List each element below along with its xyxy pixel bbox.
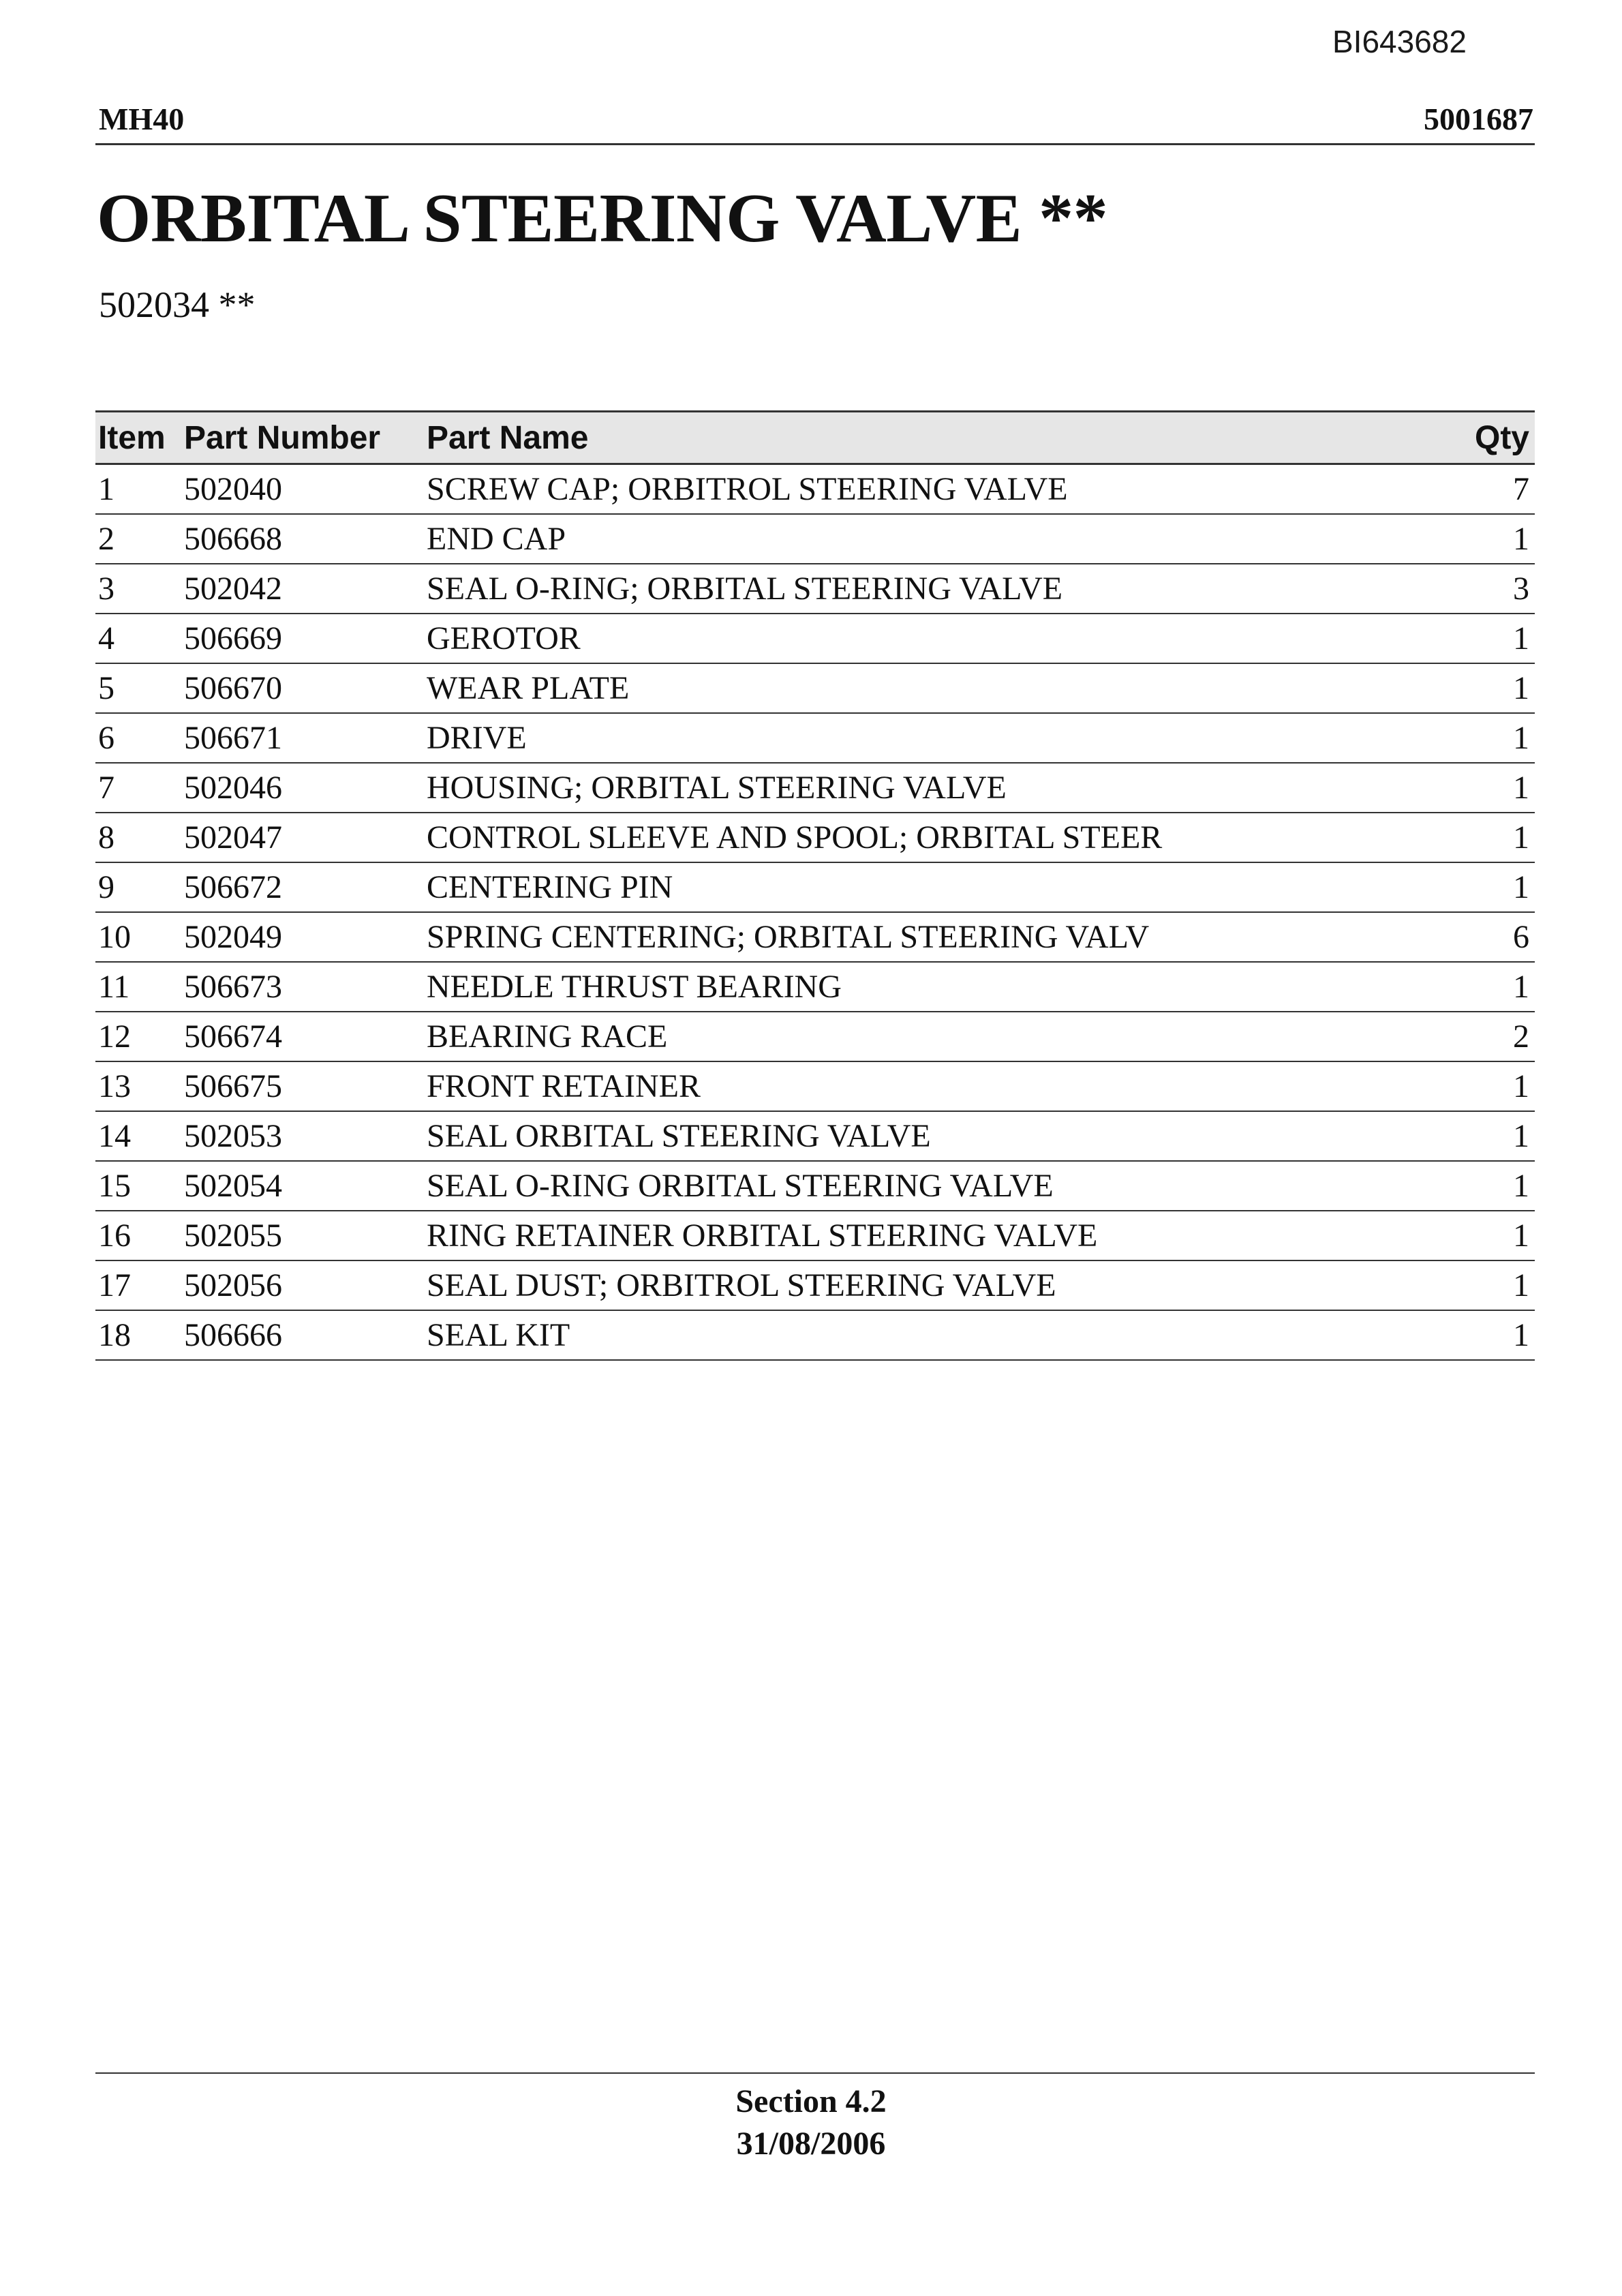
part-number-cell: 502049 [181, 912, 424, 962]
part-name-cell: HOUSING; ORBITAL STEERING VALVE [424, 763, 1433, 813]
part-name-cell: SEAL O-RING; ORBITAL STEERING VALVE [424, 564, 1433, 614]
table-header-row [95, 412, 1535, 464]
table-row [95, 1012, 1535, 1061]
part-name-cell: BEARING RACE [424, 1012, 1433, 1061]
footer-divider [95, 2072, 1535, 2074]
part-number-cell: 506670 [181, 663, 424, 713]
table-row [95, 1161, 1535, 1211]
part-name-cell: END CAP [424, 514, 1433, 564]
part-name-cell: CENTERING PIN [424, 862, 1433, 912]
model-name: MH40 [99, 102, 185, 136]
part-name-cell: DRIVE [424, 713, 1433, 763]
part-number-cell: 506674 [181, 1012, 424, 1061]
qty-cell: 2 [1433, 1012, 1535, 1061]
reference-number: 5001687 [1424, 102, 1533, 136]
parts-table [95, 410, 1535, 1361]
page-header [99, 101, 1533, 137]
part-number-cell: 502046 [181, 763, 424, 813]
qty-cell: 1 [1433, 1260, 1535, 1310]
part-number-cell: 506673 [181, 962, 424, 1012]
qty-cell: 1 [1433, 862, 1535, 912]
part-name-cell: SCREW CAP; ORBITROL STEERING VALVE [424, 464, 1433, 515]
qty-cell: 1 [1433, 763, 1535, 813]
item-cell: 17 [95, 1260, 181, 1310]
item-cell: 9 [95, 862, 181, 912]
part-name-cell: GEROTOR [424, 614, 1433, 663]
table-row [95, 614, 1535, 663]
part-number-cell: 502056 [181, 1260, 424, 1310]
item-cell: 12 [95, 1012, 181, 1061]
item-cell: 14 [95, 1111, 181, 1161]
qty-cell: 1 [1433, 1061, 1535, 1111]
part-number-cell: 502055 [181, 1211, 424, 1260]
column-header-part-number: Part Number [181, 412, 424, 464]
qty-cell: 1 [1433, 614, 1535, 663]
table-row [95, 1111, 1535, 1161]
qty-cell: 1 [1433, 514, 1535, 564]
parts-table-body [95, 464, 1535, 1361]
item-cell: 5 [95, 663, 181, 713]
item-cell: 2 [95, 514, 181, 564]
item-cell: 4 [95, 614, 181, 663]
table-row [95, 912, 1535, 962]
part-number-cell: 506669 [181, 614, 424, 663]
qty-cell: 1 [1433, 1310, 1535, 1360]
qty-cell: 1 [1433, 813, 1535, 862]
part-name-cell: SPRING CENTERING; ORBITAL STEERING VALV [424, 912, 1433, 962]
item-cell: 6 [95, 713, 181, 763]
part-name-cell: SEAL ORBITAL STEERING VALVE [424, 1111, 1433, 1161]
table-row [95, 1211, 1535, 1260]
table-row [95, 1061, 1535, 1111]
part-name-cell: WEAR PLATE [424, 663, 1433, 713]
qty-cell: 1 [1433, 962, 1535, 1012]
item-cell: 18 [95, 1310, 181, 1360]
part-name-cell: SEAL DUST; ORBITROL STEERING VALVE [424, 1260, 1433, 1310]
item-cell: 7 [95, 763, 181, 813]
part-name-cell: RING RETAINER ORBITAL STEERING VALVE [424, 1211, 1433, 1260]
part-number-cell: 502054 [181, 1161, 424, 1211]
page-footer [0, 2081, 1622, 2165]
qty-cell: 6 [1433, 912, 1535, 962]
part-number-cell: 506671 [181, 713, 424, 763]
table-row [95, 514, 1535, 564]
qty-cell: 1 [1433, 1161, 1535, 1211]
column-header-part-name: Part Name [424, 412, 1433, 464]
qty-cell: 1 [1433, 1211, 1535, 1260]
part-name-cell: NEEDLE THRUST BEARING [424, 962, 1433, 1012]
part-number-cell: 502053 [181, 1111, 424, 1161]
item-cell: 15 [95, 1161, 181, 1211]
qty-cell: 1 [1433, 713, 1535, 763]
document-id: BI643682 [1332, 24, 1467, 59]
qty-cell: 1 [1433, 1111, 1535, 1161]
assembly-number: 502034 ** [99, 284, 256, 325]
part-name-cell: SEAL KIT [424, 1310, 1433, 1360]
footer-date: 31/08/2006 [736, 2126, 886, 2162]
item-cell: 10 [95, 912, 181, 962]
item-cell: 8 [95, 813, 181, 862]
part-number-cell: 502040 [181, 464, 424, 515]
table-row [95, 713, 1535, 763]
qty-cell: 1 [1433, 663, 1535, 713]
table-row [95, 663, 1535, 713]
item-cell: 13 [95, 1061, 181, 1111]
item-cell: 1 [95, 464, 181, 515]
qty-cell: 7 [1433, 464, 1535, 515]
part-number-cell: 506675 [181, 1061, 424, 1111]
item-cell: 3 [95, 564, 181, 614]
part-name-cell: FRONT RETAINER [424, 1061, 1433, 1111]
qty-cell: 3 [1433, 564, 1535, 614]
part-number-cell: 502042 [181, 564, 424, 614]
part-name-cell: SEAL O-RING ORBITAL STEERING VALVE [424, 1161, 1433, 1211]
item-cell: 16 [95, 1211, 181, 1260]
table-row [95, 813, 1535, 862]
table-row [95, 1310, 1535, 1360]
table-row [95, 962, 1535, 1012]
section-label: Section 4.2 [735, 2083, 887, 2119]
header-divider [95, 143, 1535, 145]
table-row [95, 464, 1535, 515]
table-row [95, 1260, 1535, 1310]
part-number-cell: 506672 [181, 862, 424, 912]
part-number-cell: 502047 [181, 813, 424, 862]
part-number-cell: 506666 [181, 1310, 424, 1360]
part-number-cell: 506668 [181, 514, 424, 564]
table-row [95, 564, 1535, 614]
part-name-cell: CONTROL SLEEVE AND SPOOL; ORBITAL STEER [424, 813, 1433, 862]
table-row [95, 862, 1535, 912]
item-cell: 11 [95, 962, 181, 1012]
column-header-qty: Qty [1433, 412, 1535, 464]
column-header-item: Item [95, 412, 181, 464]
page-title: ORBITAL STEERING VALVE ** [97, 180, 1108, 257]
table-row [95, 763, 1535, 813]
